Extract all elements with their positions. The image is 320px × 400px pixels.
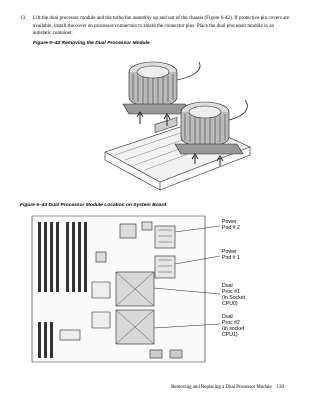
callout-power-pod-1: Power Pod # 1 — [222, 249, 240, 261]
step-13 — [20, 15, 290, 38]
figure-6-43-caption: Figure 6–43 Dual Processor Module Location on System Board — [20, 203, 167, 208]
callout-cpu1: Dual Proc #2 (in socket CPU1) — [222, 314, 245, 338]
step-number: 13. — [20, 15, 27, 21]
power-pod-1 — [155, 256, 175, 278]
figure-6-42-caption: Figure 6–42 Removing the Dual Processor Module — [33, 41, 150, 46]
dual-processor-removal-illustration — [95, 52, 255, 192]
page-footer — [171, 385, 284, 390]
step-text: Lift the dual processor module and the turbo fan assembly up and out of the chassis (Figure 6-42). If protective pin covers are available, install the cover on processor connectors to shield the connector pins. Place the dual processor module in an antistatic container. — [33, 15, 290, 37]
power-pod-2 — [155, 226, 175, 248]
footer-section-title: Removing and Replacing a Dual Processor Module — [171, 385, 272, 390]
system-board-diagram — [30, 212, 270, 367]
callout-power-pod-2: Power Pod # 2 — [222, 219, 240, 231]
page-number: 139 — [276, 385, 284, 390]
callout-cpu0: Dual Proc #1 (in Socket CPU0) — [222, 283, 246, 307]
